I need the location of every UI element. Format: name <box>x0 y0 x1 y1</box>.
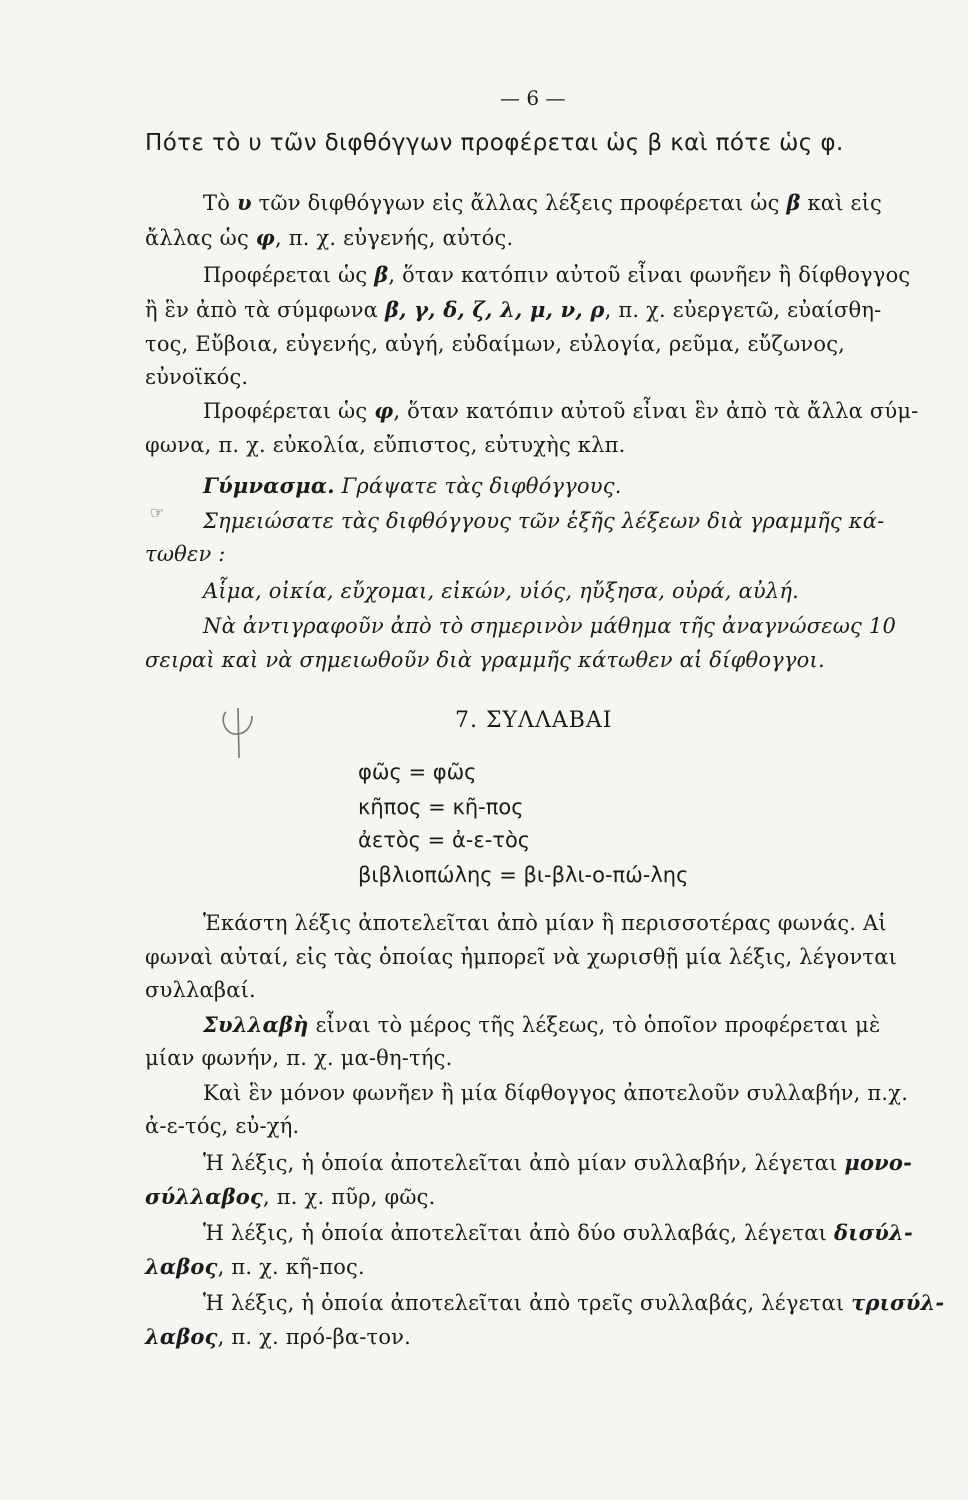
para2-line4: εὐνοϊκός. <box>145 365 249 389</box>
exercise-task-line1: Νὰ ἀντιγραφοῦν ἀπὸ τὸ σημερινὸν μάθημα τῆς ἀναγνώσεως 10 <box>203 614 897 638</box>
para2-line2: ἢ ἓν ἀπὸ τὰ σύμφωνα β, γ, δ, ζ, λ, μ, ν, ρ, π. χ. εὐεργετῶ, εὐαίσθη- <box>145 297 882 322</box>
para5-line1: Συλλαβὴ εἶναι τὸ μέρος τῆς λέξεως, τὸ ὁποῖον προφέρεται μὲ <box>203 1012 881 1037</box>
para2-line3: τος, Εὔβοια, εὐγενής, αὐγή, εὐδαίμων, εὐλογία, ρεῦμα, εὔζωνος, <box>145 332 846 356</box>
para6-line2: ἀ-ε-τός, εὐ-χή. <box>145 1114 300 1138</box>
section-title: 7. ΣΥΛΛΑΒΑΙ <box>455 708 613 733</box>
exercise-instruction: Γράψατε τὰς διφθόγγους. <box>341 474 622 498</box>
syllable-example: βιβλιοπώλης = βι-βλι-ο-πώ-λης <box>358 863 689 887</box>
para8-line1: Ἡ λέξις, ἡ ὁποία ἀποτελεῖται ἀπὸ δύο συλλαβάς, λέγεται δισύλ- <box>203 1220 913 1245</box>
para3-line1: Προφέρεται ὡς φ, ὅταν κατόπιν αὐτοῦ εἶναι ἓν ἀπὸ τὰ ἄλλα σύμ- <box>203 398 919 423</box>
para3-line2: φωνα, π. χ. εὐκολία, εὔπιστος, εὐτυχὴς κλπ. <box>145 433 626 457</box>
syllable-example: φῶς = φῶς <box>358 760 477 784</box>
para8-line2: λαβος, π. χ. κῆ-πος. <box>145 1254 365 1279</box>
para1-line2: ἄλλας ὡς φ, π. χ. εὐγενής, αὐτός. <box>145 225 514 250</box>
para7-line1: Ἡ λέξις, ἡ ὁποία ἀποτελεῖται ἀπὸ μίαν συλλαβήν, λέγεται μονο- <box>203 1150 913 1175</box>
term-syllable: Συλλαβὴ <box>203 1012 309 1037</box>
para5-line2: μίαν φωνήν, π. χ. μα-θη-τής. <box>145 1046 453 1070</box>
para7-line2: σύλλαβος, π. χ. πῦρ, φῶς. <box>145 1184 436 1209</box>
para6-line1: Καὶ ἓν μόνον φωνῆεν ἢ μία δίφθογγος ἀποτελοῦν συλλαβήν, π.χ. <box>203 1081 909 1105</box>
para4-line2: φωναὶ αὐταί, εἰς τὰς ὁποίας ἠμπορεῖ νὰ χωρισθῇ μία λέξις, λέγονται <box>145 945 898 969</box>
syllable-example: ἀετὸς = ἀ-ε-τὸς <box>358 828 531 852</box>
para9-line2: λαβος, π. χ. πρό-βα-τον. <box>145 1324 412 1349</box>
page-number: — 6 — <box>500 86 566 110</box>
exercise-note-line2: τωθεν : <box>145 542 226 566</box>
para4-line1: Ἑκάστη λέξις ἀποτελεῖται ἀπὸ μίαν ἢ περισσοτέρας φωνάς. Αἱ <box>203 911 887 935</box>
para9-line1: Ἡ λέξις, ἡ ὁποία ἀποτελεῖται ἀπὸ τρεῖς συλλαβάς, λέγεται τρισύλ- <box>203 1290 945 1315</box>
exercise-title-line <box>203 473 622 499</box>
handwritten-phi-mark <box>218 702 264 762</box>
exercise-note-line1: Σημειώσατε τὰς διφθόγγους τῶν ἑξῆς λέξεων διὰ γραμμῆς κά- <box>203 509 885 533</box>
exercise-title: Γύμνασμα. <box>203 473 335 498</box>
exercise-task-line2: σειραὶ καὶ νὰ σημειωθοῦν διὰ γραμμῆς κάτωθεν αἱ δίφθογγοι. <box>145 648 825 672</box>
para2-line1: Προφέρεται ὡς β, ὅταν κατόπιν αὐτοῦ εἶναι φωνῆεν ἢ δίφθογγος <box>203 262 911 287</box>
para4-line3: συλλαβαί. <box>145 978 256 1002</box>
syllable-example: κῆπος = κῆ-πος <box>358 795 524 819</box>
exercise-words: Αἷμα, οἰκία, εὔχομαι, εἰκών, υἱός, ηὔξησα, οὐρά, αὐλή. <box>203 579 800 603</box>
lesson-heading: Πότε τὸ υ τῶν διφθόγγων προφέρεται ὡς β καὶ πότε ὡς φ. <box>145 130 844 156</box>
pointing-hand-icon: ☞ <box>150 503 165 522</box>
para1-line1: Τὸ υ τῶν διφθόγγων εἰς ἄλλας λέξεις προφέρεται ὡς β καὶ εἰς <box>203 190 882 215</box>
